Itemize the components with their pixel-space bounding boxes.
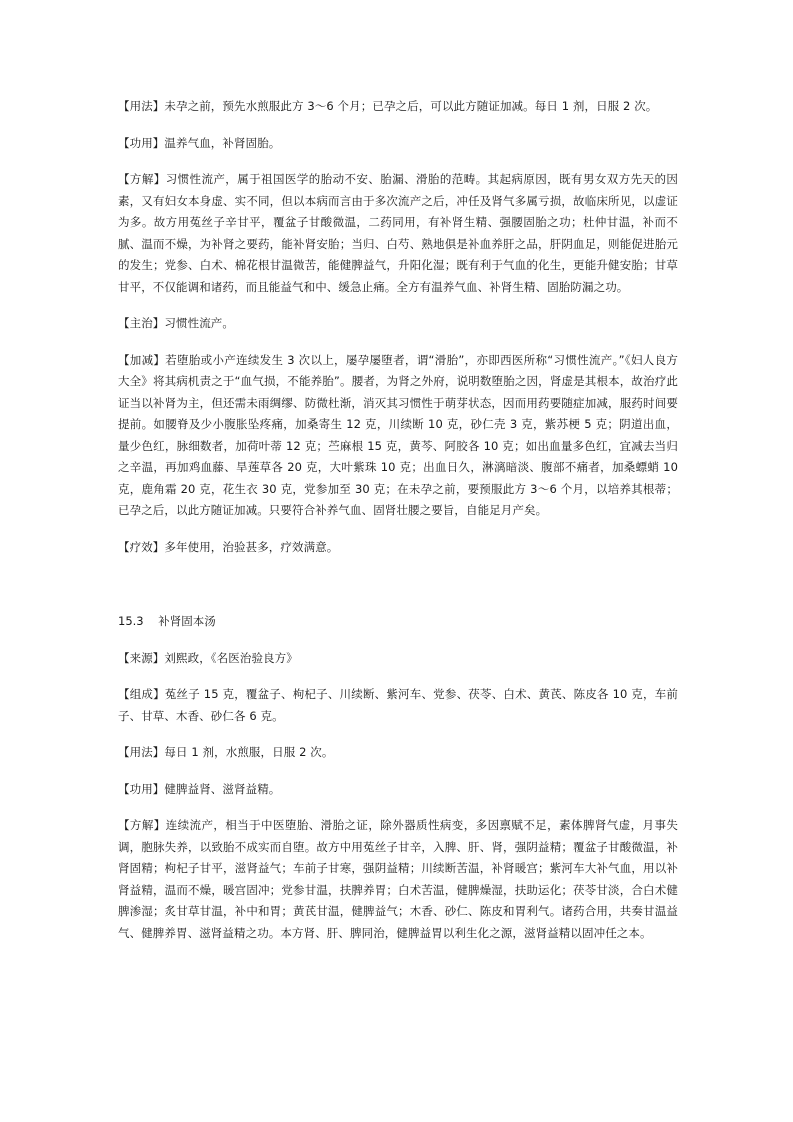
indication-heading: 【主治】 — [118, 316, 165, 330]
function2-heading: 【功用】 — [118, 781, 165, 796]
formula-explanation2-paragraph — [118, 815, 678, 944]
section-spacer — [118, 573, 678, 611]
section-heading — [118, 611, 678, 633]
function-paragraph — [118, 133, 678, 155]
modification-heading: 【加减】 — [118, 352, 166, 367]
document-page — [118, 96, 678, 959]
usage2-text: 每日 1 剂，水煎服，日服 2 次。 — [164, 745, 334, 759]
source-paragraph — [118, 648, 678, 670]
modification-text: 若堕胎或小产连续发生 3 次以上，屡孕屡堕者，谓“滑胎”，亦即西医所称“习惯性流产。”《妇人良方大全》将其病机责之于“血气损，不能养胎”。腰者，为肾之外府，说明数堕胎之因，肾虚是其根本，故治疗此证当以补肾为主，但还需未雨绸缪、防微杜渐，消灭其习惯性于萌芽状态，因而用药要随症加减，服药时间要提前。如腰脊及少小腹胀坠疼痛，加桑寄生 12 克，川续断 10 克，砂仁壳 3 克，紫苏梗 5 克；阴道出血，量少色红，脉细数者，加荷叶蒂 12 克；苎麻根 15 克，黄芩、阿胶各 10 克；如出血量多色红，宜减去当归之辛温，再加鸡血藤、旱莲草各 20 克，大叶紫珠 10 克；出血日久，淋漓暗淡、腹部不痛者，加桑螵蛸 10 克，鹿角霜 20 克，花生衣 30 克，党参加至 30 克；在未孕之前，要预服此方 3～6 个月，以培养其根蒂；已孕之后，以此方随证加减。只要符合补养气血、固肾壮腰之要旨，自能足月产矣。 — [118, 352, 678, 517]
composition-heading: 【组成】 — [118, 687, 165, 701]
efficacy-text: 多年使用，治验甚多，疗效满意。 — [164, 539, 339, 554]
usage2-heading: 【用法】 — [118, 745, 165, 759]
efficacy-heading: 【疗效】 — [118, 539, 165, 554]
indication-paragraph — [118, 313, 678, 335]
usage-text: 未孕之前，预先水煎服此方 3～6 个月；已孕之后，可以此方随证加减。每日 1 剂，日服 2 次。 — [164, 99, 658, 113]
indication-text: 习惯性流产。 — [164, 316, 235, 330]
function2-paragraph — [118, 779, 678, 801]
usage2-paragraph — [118, 742, 678, 764]
formula-explanation-heading: 【方解】 — [118, 172, 166, 186]
efficacy-paragraph — [118, 537, 678, 559]
composition-text: 菟丝子 15 克，覆盆子、枸杞子、川续断、紫河车、党参、茯苓、白术、黄芪、陈皮各 10 克，车前子、甘草、木香、砂仁各 6 克。 — [118, 687, 679, 723]
section-number: 15.3 — [118, 614, 144, 628]
formula-explanation2-heading: 【方解】 — [118, 818, 166, 832]
function-text: 温养气血，补肾固胎。 — [164, 135, 281, 150]
modification-paragraph — [118, 350, 678, 522]
source-heading: 【来源】 — [118, 650, 165, 665]
function-heading: 【功用】 — [118, 135, 165, 150]
composition-paragraph — [118, 684, 678, 727]
section-title: 补肾固本汤 — [158, 614, 216, 628]
usage-heading: 【用法】 — [118, 99, 165, 113]
formula-explanation-text: 习惯性流产，属于祖国医学的胎动不安、胎漏、滑胎的范畴。其起病原因，既有男女双方先天的因素，又有妇女本身虚、实不同，但以本病而言由于多次流产之后，冲任及肾气多属亏损，故临床所见，以虚证为多。故方用菟丝子辛甘平，覆盆子甘酸微温，二药同用，有补肾生精、强腰固胎之功；杜仲甘温，补而不腻、温而不燥，为补肾之要药，能补肾安胎；当归、白芍、熟地俱是补血养肝之品，肝阴血足，则能促进胎元的发生；党参、白术、棉花根甘温微苦，能健脾益气，升阳化湿；既有利于气血的化生，更能升健安胎；甘草甘平，不仅能调和诸药，而且能益气和中、缓急止痛。全方有温养气血、补肾生精、固胎防漏之功。 — [118, 172, 678, 294]
formula-explanation2-text: 连续流产，相当于中医堕胎、滑胎之证，除外器质性病变，多因禀赋不足，素体脾肾气虚，月事失调，胞脉失养，以致胎不成实而自堕。故方中用菟丝子甘辛，入脾、肝、肾，强阴益精；覆盆子甘酸微温，补肾固精；枸杞子甘平，滋肾益气；车前子甘寒，强阴益精；川续断苦温，补肾暖宫；紫河车大补气血，用以补肾益精，温而不燥，暖宫固冲；党参甘温，扶脾养胃；白术苦温，健脾燥湿，扶助运化；茯苓甘淡，合白术健脾渗湿；炙甘草甘温，补中和胃；黄芪甘温，健脾益气；木香、砂仁、陈皮和胃利气。诸药合用，共奏甘温益气、健脾养胃、滋肾益精之功。本方肾、肝、脾同治，健脾益胃以利生化之源，滋肾益精以固冲任之本。 — [118, 818, 678, 940]
function2-text: 健脾益肾、滋肾益精。 — [164, 781, 281, 796]
usage-paragraph — [118, 96, 678, 118]
formula-explanation-paragraph — [118, 169, 678, 298]
source-text: 刘熙政，《名医治验良方》 — [164, 650, 298, 665]
